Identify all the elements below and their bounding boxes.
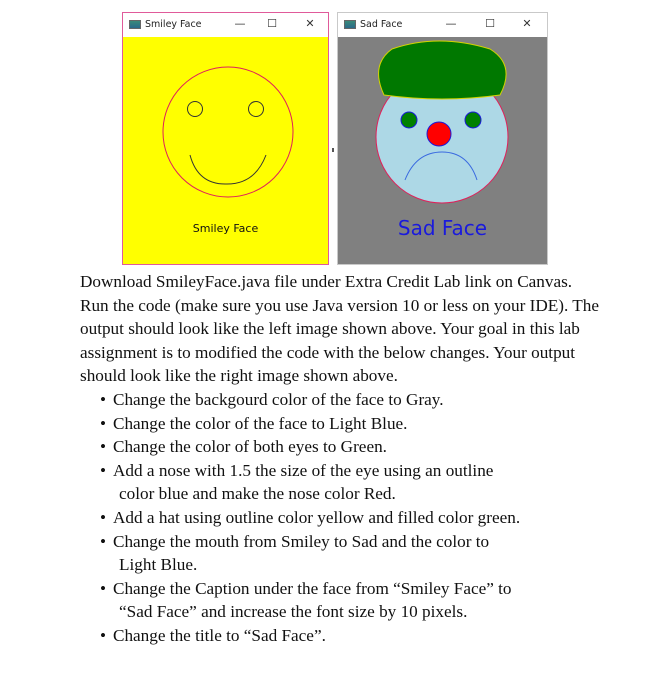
splitter-handle — [332, 148, 334, 152]
close-button[interactable]: ✕ — [522, 17, 532, 30]
sad-right-eye — [465, 112, 481, 128]
bullet-icon: • — [100, 460, 107, 480]
smiley-face-outline — [163, 67, 293, 197]
smiley-window-titlebar[interactable] — [123, 13, 328, 37]
bullet-icon: • — [100, 531, 107, 551]
list-item: • Change the color of both eyes to Green. — [100, 435, 600, 459]
sad-window-title: Sad Face — [360, 19, 403, 30]
smiley-canvas — [123, 37, 328, 264]
minimize-button[interactable]: — — [445, 17, 457, 30]
lab-instructions — [80, 270, 600, 648]
list-item: • Change the backgourd color of the face to Gray. — [100, 388, 600, 412]
smiley-mouth — [190, 155, 266, 184]
minimize-button[interactable]: — — [234, 17, 246, 30]
smiley-window-title: Smiley Face — [145, 19, 202, 30]
bullet-icon: • — [100, 625, 107, 645]
sad-canvas — [338, 37, 547, 264]
list-item: • Change the title to “Sad Face”. — [100, 624, 600, 648]
maximize-button[interactable]: ☐ — [485, 17, 495, 30]
sad-nose — [427, 122, 451, 146]
sad-hat — [379, 41, 507, 99]
change-list — [80, 388, 600, 648]
list-item: • Add a hat using outline color yellow and filled color green. — [100, 506, 600, 530]
smiley-right-eye — [249, 102, 264, 117]
bullet-icon: • — [100, 413, 107, 433]
sad-caption: Sad Face — [397, 216, 488, 240]
java-app-icon — [129, 20, 141, 29]
maximize-button[interactable]: ☐ — [267, 17, 277, 30]
java-app-icon — [344, 20, 356, 29]
bullet-icon: • — [100, 578, 107, 598]
list-item: • Change the mouth from Smiley to Sad and the color to Light Blue. — [100, 531, 490, 575]
close-button[interactable]: ✕ — [305, 17, 315, 30]
sad-window-titlebar[interactable] — [338, 13, 547, 37]
list-item: • Change the color of the face to Light Blue. — [100, 412, 600, 436]
sad-face-window — [337, 12, 548, 265]
bullet-icon: • — [100, 389, 107, 409]
intro-paragraph: Download SmileyFace.java file under Extra Credit Lab link on Canvas. Run the code (make sure you use Java version 10 or less on your IDE). The output should look like the left image shown above. Your goal in this lab assignment is to modified the code with the below changes. Your output should look like the right image shown above. — [80, 272, 599, 386]
bullet-icon: • — [100, 507, 107, 527]
bullet-icon: • — [100, 437, 107, 457]
smiley-caption: Smiley Face — [192, 222, 259, 235]
list-item: • Change the Caption under the face from “Smiley Face” to “Sad Face” and increase the font size by 10 pixels. — [100, 578, 512, 622]
smiley-left-eye — [188, 102, 203, 117]
sad-left-eye — [401, 112, 417, 128]
smiley-face-window — [122, 12, 329, 265]
list-item: • Add a nose with 1.5 the size of the eye using an outline color blue and make the nose color Red. — [100, 460, 494, 504]
